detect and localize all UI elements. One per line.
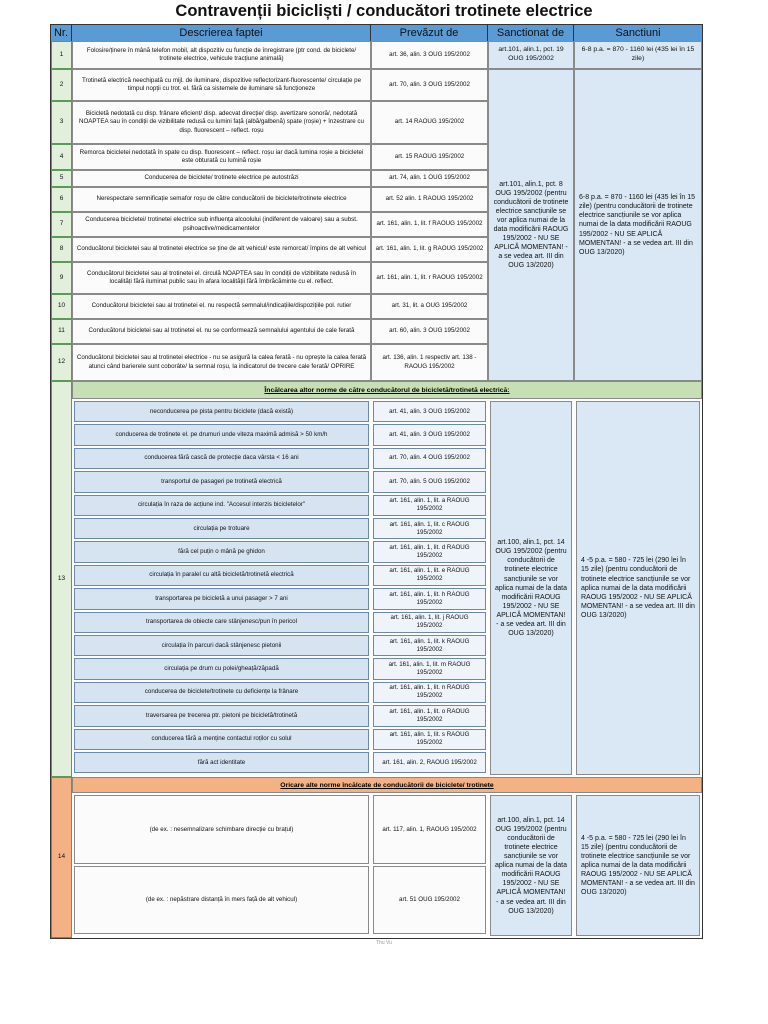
section13-prevazut: art. 41, alin. 3 OUG 195/2002	[373, 424, 486, 445]
section13-prevazut: art. 161, alin. 1, lit. m RAOUG 195/2002	[373, 658, 486, 679]
row-nr: 2	[51, 69, 72, 101]
row-nr: 7	[51, 212, 72, 237]
header-nr: Nr.	[51, 25, 72, 41]
section14-sanctiuni: 4 -5 p.a. = 580 - 725 lei (290 lei în 15 zile) (pentru conducătorii de trotinete electrice sancțiunile se vor aplica numai de la data modificării RAOUG 195/2002 - NU SE APLICĂ MOMENTAN! - a se vedea art. III din OUG 13/2020)	[576, 795, 700, 936]
section14-fapta: (de ex. : nesemnalizare schimbare direcție cu brațul)	[74, 795, 369, 863]
row-fapta: Trotinetă electrică neechipată cu mijl. de iluminare, dispozitive reflectorizant-fluorescente/ circulație pe timpul nopții cu trot. el. fără ca sistemele de iluminare să funcționeze	[72, 69, 371, 101]
page-title: Contravenții bicicliști / conducători trotinete electrice	[175, 2, 593, 20]
section13-prevazut: art. 161, alin. 1, lit. o RAOUG 195/2002	[373, 705, 486, 726]
row-prevazut: art. 161, alin. 1, lit. r RAOUG 195/2002	[371, 262, 488, 294]
section13-fapta: circulația pe drum cu polei/gheață/zăpadă	[74, 658, 369, 679]
footer-text: Thu Vu	[376, 940, 392, 946]
section13-prevazut: art. 161, alin. 1, lit. n RAOUG 195/2002	[373, 682, 486, 703]
section13-fapta: conducerea de trotinete el. pe drumuri unde viteza maximă admisă > 50 km/h	[74, 424, 369, 445]
section13-fapta: traversarea pe trecerea ptr. pietoni pe bicicletă/trotinetă	[74, 705, 369, 726]
section13-prevazut: art. 161, alin. 1, lit. c RAOUG 195/2002	[373, 518, 486, 539]
section13-prevazut: art. 161, alin. 1, lit. e RAOUG 195/2002	[373, 565, 486, 586]
sanctionat-rows-2-12: art.101, alin.1, pct. 8 OUG 195/2002 (pentru conducătorii de trotinete electrice sancțiunile se vor aplica numai de la data modificării RAOUG 195/2002 - NU SE APLICĂ MOMENTAN! - a se vedea art. III din OUG 13/2020)	[488, 69, 574, 381]
sanctiuni-row1: 6-8 p.a. = 870 - 1160 lei (435 lei în 15 zile)	[574, 41, 702, 69]
section13-fapta: circulația în parcuri dacă stânjenesc pietonii	[74, 635, 369, 656]
section13-fapta: circulația pe trotuare	[74, 518, 369, 539]
section13-fapta: fără act identitate	[74, 752, 369, 773]
header-sanctiuni: Sanctiuni	[574, 25, 702, 41]
row-nr: 12	[51, 344, 72, 381]
contraventii-table	[50, 24, 703, 939]
section13-fapta: conducerea fără a menține contactul roților cu solul	[74, 729, 369, 750]
row-nr: 9	[51, 262, 72, 294]
row-fapta: Conducătorul bicicletei sau al trotinetei electrice se ține de alt vehicul/ este remorcat/ împins de alt vehicul	[72, 237, 371, 262]
section13-prevazut: art. 161, alin. 1, lit. j RAOUG 195/2002	[373, 612, 486, 633]
row-prevazut: art. 14 RAOUG 195/2002	[371, 101, 488, 144]
section13-fapta: transportarea de obiecte care stânjenesc/pun în pericol	[74, 612, 369, 633]
section14-heading: Oricare alte norme încălcate de conducătorii de biciclete/ trotinete	[72, 777, 702, 793]
section13-prevazut: art. 161, alin. 1, lit. a RAOUG 195/2002	[373, 495, 486, 516]
row-nr: 3	[51, 101, 72, 144]
row-prevazut: art. 31, lit. a OUG 195/2002	[371, 294, 488, 319]
section13-prevazut: art. 161, alin. 1, lit. s RAOUG 195/2002	[373, 729, 486, 750]
row-fapta: Conducătorul bicicletei sau al trotinetei el. circulă NOAPTEA sau în condiții de vizibilitate redusă în localități fără iluminat public sau în afara localității fără îmbrăcăminte cu el. reflect.	[72, 262, 371, 294]
header-sanctionat: Sanctionat de	[488, 25, 574, 41]
section14-fapta: (de ex. : nepăstrare distanță în mers față de alt vehicul)	[74, 866, 369, 934]
section14-prevazut: art. 117, alin. 1, RAOUG 195/2002	[373, 795, 486, 863]
section13-sanctiuni: 4 -5 p.a. = 580 - 725 lei (290 lei în 15 zile) (pentru conducătorii de trotinete electrice sancțiunile se vor aplica numai de la data modificării RAOUG 195/2002 - NU SE APLICĂ MOMENTAN! - a se vedea art. III din OUG 13/2020)	[576, 401, 700, 775]
section13-prevazut: art. 70, alin. 4 OUG 195/2002	[373, 448, 486, 469]
section13-fapta: neconducerea pe pista pentru biciclete (dacă există)	[74, 401, 369, 422]
row-prevazut: art. 161, alin. 1, lit. g RAOUG 195/2002	[371, 237, 488, 262]
row-nr: 10	[51, 294, 72, 319]
row-fapta: Conducerea bicicletei/ trotinetei electrice sub influența alcoolului (indiferent de valoare) sau a subst. psihoactive/medicamentelor	[72, 212, 371, 237]
row-fapta: Conducerea de biciclete/ trotinete electrice pe autostrăzi	[72, 170, 371, 187]
section13-fapta: circulația în raza de acțiune ind. "Accesul interzis bicicletelor"	[74, 495, 369, 516]
row-fapta: Remorca bicicletei nedotată în spate cu disp. fluorescent – reflect. roșu iar dacă lumina roșie a bicicletei este obturată cu lumină roșie	[72, 144, 371, 170]
row-prevazut: art. 74, alin. 1 OUG 195/2002	[371, 170, 488, 187]
row-prevazut: art. 161, alin. 1, lit. f RAOUG 195/2002	[371, 212, 488, 237]
section14-sanctionat: art.100, alin.1, pct. 14 OUG 195/2002 (pentru conducătorii de trotinete electrice sancțiunile se vor aplica numai de la data modificării RAOUG 195/2002 - NU SE APLICĂ MOMENTAN! - a se vedea art. III din OUG 13/2020)	[490, 795, 572, 936]
row-fapta: Folosire/ținere în mână telefon mobil, alt dispozitiv cu funcție de înregistrare (ptr cond. de biciclete/ trotinete electrice, vehicule tracțiune animală)	[72, 41, 371, 69]
row-fapta: Bicicletă nedotată cu disp. frânare eficient/ disp. adecvat direcție/ disp. avertizare sonoră/, nedotată NOAPTEA sau în condiții de vizibilitate redusă cu lumini față (albă/galbenă) spate (roșie) + înzestrare cu disp. fluorescent – reflect. roșu	[72, 101, 371, 144]
section13-fapta: conducerea fără cască de protecție daca vârsta < 16 ani	[74, 448, 369, 469]
row-prevazut: art. 70, alin. 3 OUG 195/2002	[371, 69, 488, 101]
section13-heading: Încălcarea altor norme de către conducătorul de bicicletă/trotinetă electrică:	[72, 381, 702, 399]
section13-nr: 13	[51, 381, 72, 777]
row-prevazut: art. 60, alin. 3 OUG 195/2002	[371, 319, 488, 344]
header-fapta: Descrierea faptei	[72, 25, 371, 41]
row-prevazut: art. 52 alin. 1 RAOUG 195/2002	[371, 187, 488, 212]
row-nr: 8	[51, 237, 72, 262]
row-prevazut: art. 136, alin. 1 respectiv art. 138 - RAOUG 195/2002	[371, 344, 488, 381]
row-nr: 5	[51, 170, 72, 187]
section13-prevazut: art. 161, alin. 1, lit. d RAOUG 195/2002	[373, 541, 486, 562]
sanctiuni-rows-2-12: 6-8 p.a. = 870 - 1160 lei (435 lei în 15 zile) (pentru conducătorii de trotinete electrice sancțiunile se vor aplica numai de la data modificării RAOUG 195/2002 - NU SE APLICĂ MOMENTAN! - a se vedea art. III din OUG 13/2020)	[574, 69, 702, 381]
sanctionat-row1: art.101, alin.1, pct. 19 OUG 195/2002	[488, 41, 574, 69]
row-fapta: Conducătorul bicicletei sau al trotinetei electrice - nu se asigură la calea ferată - nu oprește la calea ferată atunci când barierele sunt coborâte/ la semnal roșu, la indicatorul de trecere cale ferată/ OPRIRE	[72, 344, 371, 381]
row-prevazut: art. 36, alin. 3 OUG 195/2002	[371, 41, 488, 69]
row-fapta: Nerespectare semnificație semafor roșu de către conducătorii de biciclete/trotinete electrice	[72, 187, 371, 212]
section13-fapta: transportul de pasageri pe trotinetă electrică	[74, 471, 369, 492]
row-nr: 1	[51, 41, 72, 69]
section13-prevazut: art. 41, alin. 3 OUG 195/2002	[373, 401, 486, 422]
section13-fapta: fără cel puțin o mână pe ghidon	[74, 541, 369, 562]
section13-prevazut: art. 161, alin. 1, lit. h RAOUG 195/2002	[373, 588, 486, 609]
section13-fapta: transportarea pe bicicletă a unui pasager > 7 ani	[74, 588, 369, 609]
row-fapta: Conducătorul bicicletei sau al trotinetei el. nu se conformează semnalului agentului de cale ferată	[72, 319, 371, 344]
section13-fapta: circulația în paralel cu altă bicicletă/trotinetă electrică	[74, 565, 369, 586]
section14-nr: 14	[51, 777, 72, 938]
row-fapta: Conducătorul bicicletei sau al trotinetei el. nu respectă semnalul/indicațiile/dispozițiile pol. rutier	[72, 294, 371, 319]
section13-fapta: conducerea de biciclete/trotinete cu deficiențe la frânare	[74, 682, 369, 703]
section13-sanctionat: art.100, alin.1, pct. 14 OUG 195/2002 (pentru conducătorii de trotinete electrice sancțiunile se vor aplica numai de la data modificării RAOUG 195/2002 - NU SE APLICĂ MOMENTAN! - a se vedea art. III din OUG 13/2020)	[490, 401, 572, 775]
row-nr: 4	[51, 144, 72, 170]
section13-prevazut: art. 161, alin. 2, RAOUG 195/2002	[373, 752, 486, 773]
row-nr: 11	[51, 319, 72, 344]
section14-prevazut: art. 51 OUG 195/2002	[373, 866, 486, 934]
row-nr: 6	[51, 187, 72, 212]
header-prevazut: Prevăzut de	[371, 25, 488, 41]
section13-prevazut: art. 70, alin. 5 OUG 195/2002	[373, 471, 486, 492]
section13-prevazut: art. 161, alin. 1, lit. k RAOUG 195/2002	[373, 635, 486, 656]
row-prevazut: art. 15 RAOUG 195/2002	[371, 144, 488, 170]
